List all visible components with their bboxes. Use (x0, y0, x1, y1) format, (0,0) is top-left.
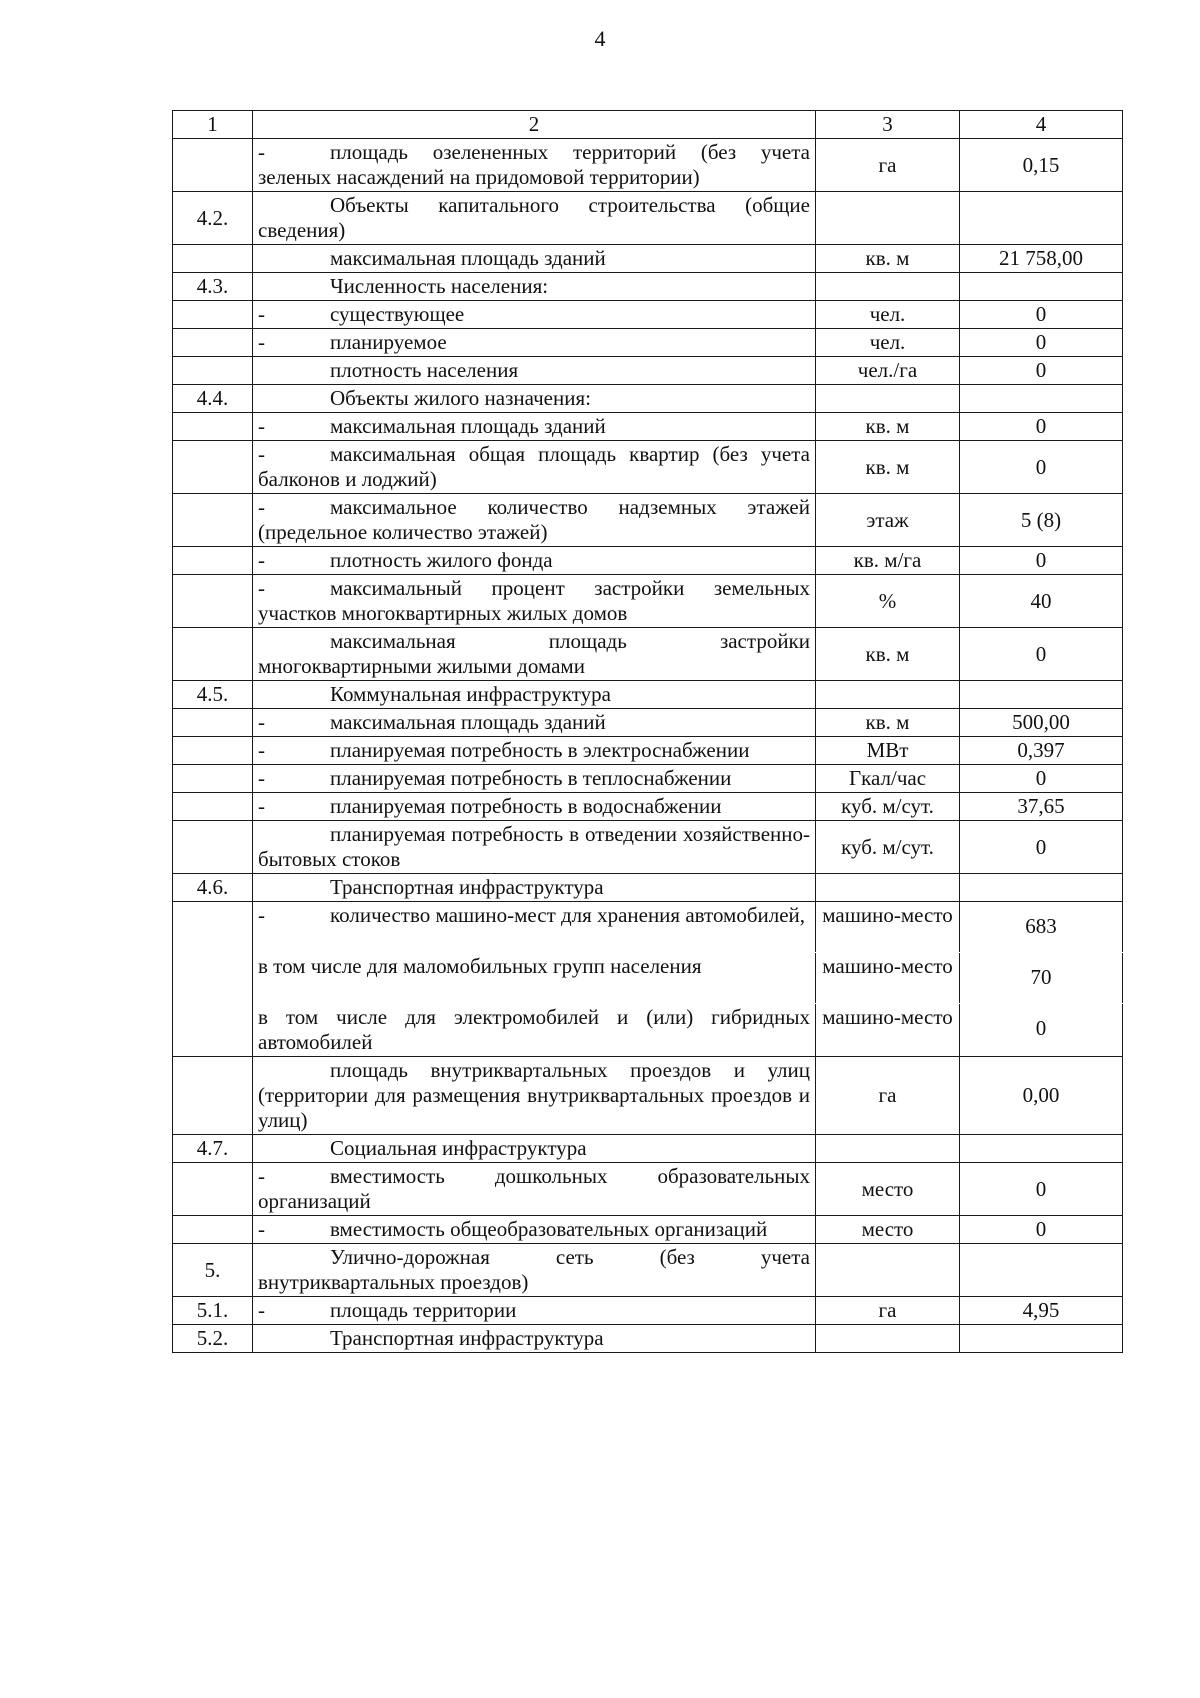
row-description (253, 139, 816, 192)
row-number: 4.7. (173, 1135, 253, 1163)
row-text: Численность населения: (330, 274, 549, 298)
row-dash: - (258, 548, 265, 572)
row-number: 4.4. (173, 385, 253, 413)
row-description (253, 765, 816, 793)
row-description (253, 441, 816, 494)
row-dash: - (258, 903, 265, 927)
row-dash: - (258, 302, 265, 326)
row-text: планируемая потребность в электроснабжении (330, 738, 750, 762)
table-row (173, 1244, 1123, 1297)
row-value: 0,15 (960, 139, 1123, 192)
row-value: 40 (960, 575, 1123, 628)
row-dash: - (258, 766, 265, 790)
row-text: площадь внутриквартальных проездов и улиц (территории для размещения внутриквартальных проездов и улиц) (258, 1058, 810, 1132)
row-description (253, 1325, 816, 1353)
table-row (173, 441, 1123, 494)
table-row (173, 1135, 1123, 1163)
row-text: максимальный процент застройки земельных участков многоквартирных жилых домов (258, 576, 810, 625)
row-value: 0 (960, 301, 1123, 329)
row-text: максимальная площадь зданий (330, 710, 606, 734)
table-row (173, 1325, 1123, 1353)
table-row (173, 821, 1123, 874)
row-description (253, 737, 816, 765)
row-description (253, 1163, 816, 1216)
row-number: 4.2. (173, 192, 253, 245)
parking-description-1 (253, 902, 816, 953)
row-unit (816, 1244, 960, 1297)
row-value: 500,00 (960, 709, 1123, 737)
row-value (960, 1244, 1123, 1297)
table-row (173, 1163, 1123, 1216)
row-number (173, 245, 253, 273)
row-text: Объекты жилого назначения: (330, 386, 591, 410)
row-number: 5.2. (173, 1325, 253, 1353)
row-text: максимальная общая площадь квартир (без учета балконов и лоджий) (258, 442, 810, 491)
row-unit (816, 385, 960, 413)
row-description (253, 793, 816, 821)
row-unit: чел. (816, 329, 960, 357)
row-description (253, 709, 816, 737)
row-description (253, 329, 816, 357)
row-unit: куб. м/сут. (816, 793, 960, 821)
row-number: 4.5. (173, 681, 253, 709)
table-row (173, 1216, 1123, 1244)
table-row (173, 357, 1123, 385)
parking-text-1: количество машино-мест для хранения автомобилей, (330, 903, 806, 927)
row-dash: - (258, 710, 265, 734)
row-number (173, 301, 253, 329)
row-unit: место (816, 1163, 960, 1216)
row-number (173, 413, 253, 441)
row-unit: место (816, 1216, 960, 1244)
row-value: 0 (960, 821, 1123, 874)
row-unit: кв. м (816, 245, 960, 273)
parameters-table-body (173, 111, 1123, 1353)
parking-gap (258, 979, 810, 1002)
table-row (173, 575, 1123, 628)
row-unit (816, 1135, 960, 1163)
parking-text-2: в том числе для маломобильных групп населения (258, 954, 702, 978)
row-text: планируемая потребность в теплоснабжении (330, 766, 732, 790)
row-dash: - (258, 140, 265, 164)
row-description (253, 192, 816, 245)
table-row (173, 192, 1123, 245)
row-unit: чел./га (816, 357, 960, 385)
row-number (173, 1163, 253, 1216)
row-number (173, 139, 253, 192)
row-description (253, 628, 816, 681)
row-description (253, 821, 816, 874)
row-unit (816, 874, 960, 902)
table-row (173, 385, 1123, 413)
row-unit: га (816, 1057, 960, 1135)
row-text: Социальная инфраструктура (330, 1136, 587, 1160)
row-text: плотность населения (330, 358, 519, 382)
header-col-3: 3 (816, 111, 960, 139)
parking-description-3 (253, 1004, 816, 1057)
table-row (173, 245, 1123, 273)
row-number (173, 793, 253, 821)
row-number (173, 357, 253, 385)
row-unit: МВт (816, 737, 960, 765)
row-dash: - (258, 576, 265, 600)
row-number (173, 329, 253, 357)
row-description (253, 1135, 816, 1163)
row-number (173, 628, 253, 681)
table-row (173, 329, 1123, 357)
row-unit: кв. м (816, 709, 960, 737)
row-value (960, 192, 1123, 245)
row-number (173, 1216, 253, 1244)
row-value (960, 385, 1123, 413)
row-unit (816, 273, 960, 301)
header-col-1: 1 (173, 111, 253, 139)
row-description (253, 301, 816, 329)
row-description (253, 681, 816, 709)
row-text: планируемая потребность в водоснабжении (330, 794, 722, 818)
parking-value-2: 70 (960, 953, 1123, 1004)
row-dash: - (258, 414, 265, 438)
row-text: Коммунальная инфраструктура (330, 682, 611, 706)
row-text: максимальная площадь зданий (330, 414, 606, 438)
parking-number-cell (173, 902, 253, 1057)
parking-gap (258, 928, 810, 951)
row-number (173, 765, 253, 793)
row-value (960, 273, 1123, 301)
row-text: максимальная площадь зданий (330, 246, 606, 270)
row-description (253, 413, 816, 441)
row-number (173, 737, 253, 765)
table-row (173, 139, 1123, 192)
row-number: 4.6. (173, 874, 253, 902)
table-row (173, 273, 1123, 301)
row-description (253, 494, 816, 547)
row-text: Объекты капитального строительства (общие сведения) (258, 193, 810, 242)
row-value: 37,65 (960, 793, 1123, 821)
row-unit: га (816, 139, 960, 192)
row-description (253, 874, 816, 902)
row-value: 0,00 (960, 1057, 1123, 1135)
row-value: 0 (960, 357, 1123, 385)
row-number: 5.1. (173, 1297, 253, 1325)
row-number (173, 547, 253, 575)
row-unit: куб. м/сут. (816, 821, 960, 874)
row-value: 4,95 (960, 1297, 1123, 1325)
row-value: 0 (960, 765, 1123, 793)
row-number: 5. (173, 1244, 253, 1297)
row-text: существующее (330, 302, 465, 326)
row-dash: - (258, 330, 265, 354)
parking-value-3: 0 (960, 1004, 1123, 1057)
header-col-4: 4 (960, 111, 1123, 139)
row-number: 4.3. (173, 273, 253, 301)
row-value: 0 (960, 1216, 1123, 1244)
table-row (173, 494, 1123, 547)
row-dash: - (258, 794, 265, 818)
row-dash: - (258, 738, 265, 762)
row-unit: чел. (816, 301, 960, 329)
row-text: планируемая потребность в отведении хозяйственно-бытовых стоков (258, 822, 810, 871)
header-col-2: 2 (253, 111, 816, 139)
row-value: 0 (960, 413, 1123, 441)
row-text: плотность жилого фонда (330, 548, 553, 572)
table-header-row (173, 111, 1123, 139)
row-unit (816, 192, 960, 245)
row-description (253, 385, 816, 413)
parameters-table (172, 110, 1123, 1353)
row-description (253, 1297, 816, 1325)
table-row (173, 547, 1123, 575)
row-text: площадь территории (330, 1298, 517, 1322)
row-dash: - (258, 442, 265, 466)
row-text: Транспортная инфраструктура (330, 875, 604, 899)
table-row (173, 1057, 1123, 1135)
row-unit: % (816, 575, 960, 628)
table-row (173, 681, 1123, 709)
parking-value-1: 683 (960, 902, 1123, 953)
row-unit (816, 681, 960, 709)
parking-row-3 (173, 1004, 1123, 1057)
table-row (173, 301, 1123, 329)
parking-unit-1: машино-место (816, 902, 960, 953)
table-row (173, 793, 1123, 821)
row-value: 21 758,00 (960, 245, 1123, 273)
parking-row-2 (173, 953, 1123, 1004)
parking-description-2 (253, 953, 816, 1004)
row-description (253, 1057, 816, 1135)
table-row (173, 1297, 1123, 1325)
table-row (173, 413, 1123, 441)
table-row (173, 874, 1123, 902)
row-dash: - (258, 1298, 265, 1322)
row-unit: га (816, 1297, 960, 1325)
row-description (253, 1216, 816, 1244)
row-number (173, 709, 253, 737)
parking-text-3: в том числе для электромобилей и (или) гибридных автомобилей (258, 1005, 810, 1054)
row-unit: кв. м (816, 441, 960, 494)
row-number (173, 441, 253, 494)
page-number: 4 (594, 26, 606, 51)
row-description (253, 357, 816, 385)
row-text: вместимость дошкольных образовательных организаций (258, 1164, 810, 1213)
row-value: 0 (960, 628, 1123, 681)
table-row (173, 628, 1123, 681)
row-number (173, 821, 253, 874)
table-row (173, 737, 1123, 765)
row-value: 0 (960, 329, 1123, 357)
parking-row-1 (173, 902, 1123, 953)
row-number (173, 1057, 253, 1135)
row-text: Улично-дорожная сеть (без учета внутриквартальных проездов) (258, 1245, 810, 1294)
row-dash: - (258, 1217, 265, 1241)
row-unit: кв. м/га (816, 547, 960, 575)
row-value (960, 681, 1123, 709)
parking-unit-3: машино-место (816, 1004, 960, 1057)
row-description (253, 1244, 816, 1297)
row-unit: кв. м (816, 413, 960, 441)
row-text: планируемое (330, 330, 447, 354)
row-value: 5 (8) (960, 494, 1123, 547)
row-value (960, 874, 1123, 902)
row-unit (816, 1325, 960, 1353)
table-row (173, 765, 1123, 793)
row-text: вместимость общеобразовательных организаций (330, 1217, 768, 1241)
row-text: Транспортная инфраструктура (330, 1326, 604, 1350)
row-value: 0 (960, 441, 1123, 494)
row-value (960, 1135, 1123, 1163)
row-number (173, 494, 253, 547)
table-row (173, 709, 1123, 737)
row-value (960, 1325, 1123, 1353)
row-description (253, 547, 816, 575)
row-text: площадь озелененных территорий (без учета зеленых насаждений на придомовой территории) (258, 140, 810, 189)
row-value: 0 (960, 547, 1123, 575)
row-value: 0 (960, 1163, 1123, 1216)
row-dash: - (258, 1164, 265, 1188)
row-text: максимальная площадь застройки многоквартирными жилыми домами (258, 629, 810, 678)
row-number (173, 575, 253, 628)
row-description (253, 273, 816, 301)
row-description (253, 575, 816, 628)
row-value: 0,397 (960, 737, 1123, 765)
parking-unit-2: машино-место (816, 953, 960, 1004)
row-dash: - (258, 495, 265, 519)
row-unit: этаж (816, 494, 960, 547)
row-unit: Гкал/час (816, 765, 960, 793)
row-description (253, 245, 816, 273)
row-unit: кв. м (816, 628, 960, 681)
row-text: максимальное количество надземных этажей (предельное количество этажей) (258, 495, 810, 544)
